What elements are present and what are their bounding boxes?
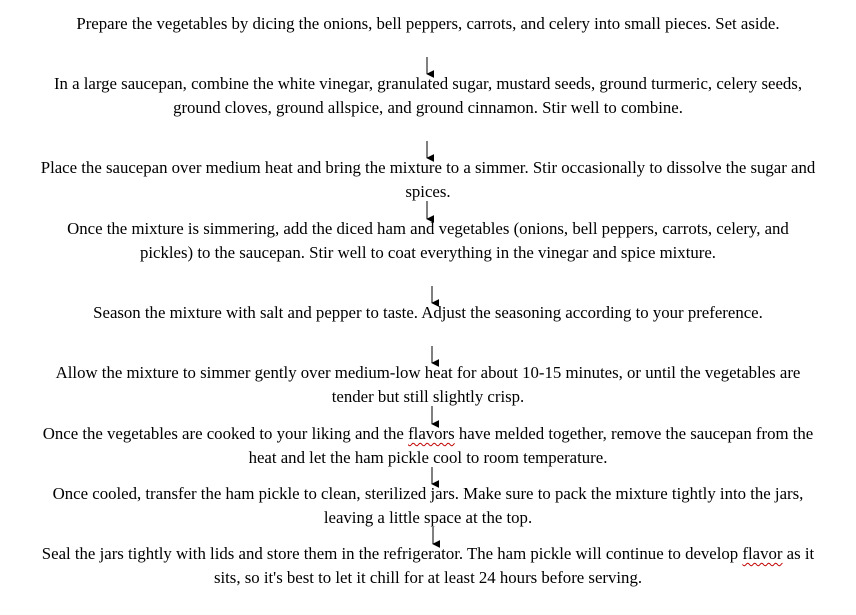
step-6: Allow the mixture to simmer gently over medium-low heat for about 10-15 minutes, or until the vegetables are tender but still slightly crisp.: [55, 363, 801, 406]
step-9-text-before: Seal the jars tightly with lids and store them in the refrigerator. The ham pickle will continue to develop: [41, 544, 743, 563]
step-7-text-before: Once the vegetables are cooked to your liking and the: [42, 424, 409, 443]
step-9-text-after: as it sits, so it's best to let it chill for at least 24 hours before serving.: [213, 544, 815, 587]
step-1: Prepare the vegetables by dicing the onions, bell peppers, carrots, and celery into small pieces. Set aside.: [76, 14, 780, 33]
step-8: Once cooled, transfer the ham pickle to clean, sterilized jars. Make sure to pack the mixture tightly into the jars, leaving a little space at the top.: [52, 484, 804, 527]
step-7-text-after: have melded together, remove the saucepan from the heat and let the ham pickle cool to room temperature.: [248, 424, 814, 467]
step-4: Once the mixture is simmering, add the diced ham and vegetables (onions, bell peppers, carrots, celery, and pickles) to the saucepan. Stir well to coat everything in the vinegar and spice mixture.: [67, 219, 789, 262]
step-9: [40, 542, 816, 590]
step-7: [40, 422, 816, 470]
step-2: In a large saucepan, combine the white vinegar, granulated sugar, mustard seeds, ground turmeric, celery seeds, ground cloves, ground allspice, and ground cinnamon. Stir well to combine.: [53, 74, 803, 117]
spellcheck-flagged-word[interactable]: flavors: [408, 424, 455, 443]
step-3: Place the saucepan over medium heat and bring the mixture to a simmer. Stir occasionally to dissolve the sugar and spices.: [40, 158, 816, 201]
spellcheck-flagged-word[interactable]: flavor: [742, 544, 783, 563]
step-5: Season the mixture with salt and pepper to taste. Adjust the seasoning according to your preference.: [93, 303, 763, 322]
